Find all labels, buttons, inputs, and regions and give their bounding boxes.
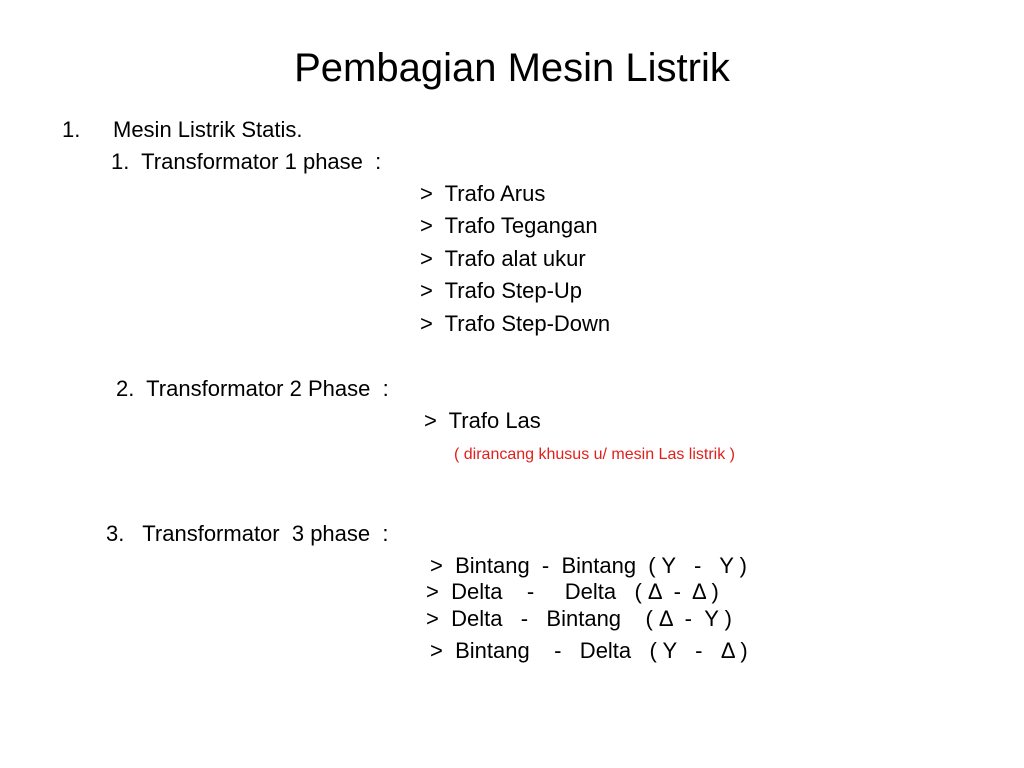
group-1-item: > Trafo Step-Up	[420, 278, 583, 303]
group-2-note: ( dirancang khusus u/ mesin Las listrik )	[454, 446, 735, 463]
group-3-connection: > Delta - Delta ( Δ - Δ )	[426, 579, 719, 604]
group-1-item: > Trafo Tegangan	[420, 213, 598, 238]
group-1-item: > Trafo alat ukur	[420, 246, 586, 271]
section-label: Mesin Listrik Statis.	[113, 117, 303, 142]
group-3-heading: 3. Transformator 3 phase :	[106, 521, 389, 546]
slide-title: Pembagian Mesin Listrik	[294, 46, 730, 90]
group-3-connection: > Bintang - Bintang ( Y - Y )	[430, 553, 747, 578]
group-1-heading: 1. Transformator 1 phase :	[111, 149, 382, 174]
group-2-item: > Trafo Las	[424, 408, 541, 433]
group-1-item: > Trafo Arus	[420, 181, 546, 206]
section-number: 1.	[62, 117, 81, 142]
group-3-connection: > Bintang - Delta ( Y - Δ )	[430, 638, 748, 663]
group-3-connection: > Delta - Bintang ( Δ - Y )	[426, 606, 732, 631]
group-1-item: > Trafo Step-Down	[420, 311, 611, 336]
group-2-heading: 2. Transformator 2 Phase :	[116, 376, 389, 401]
